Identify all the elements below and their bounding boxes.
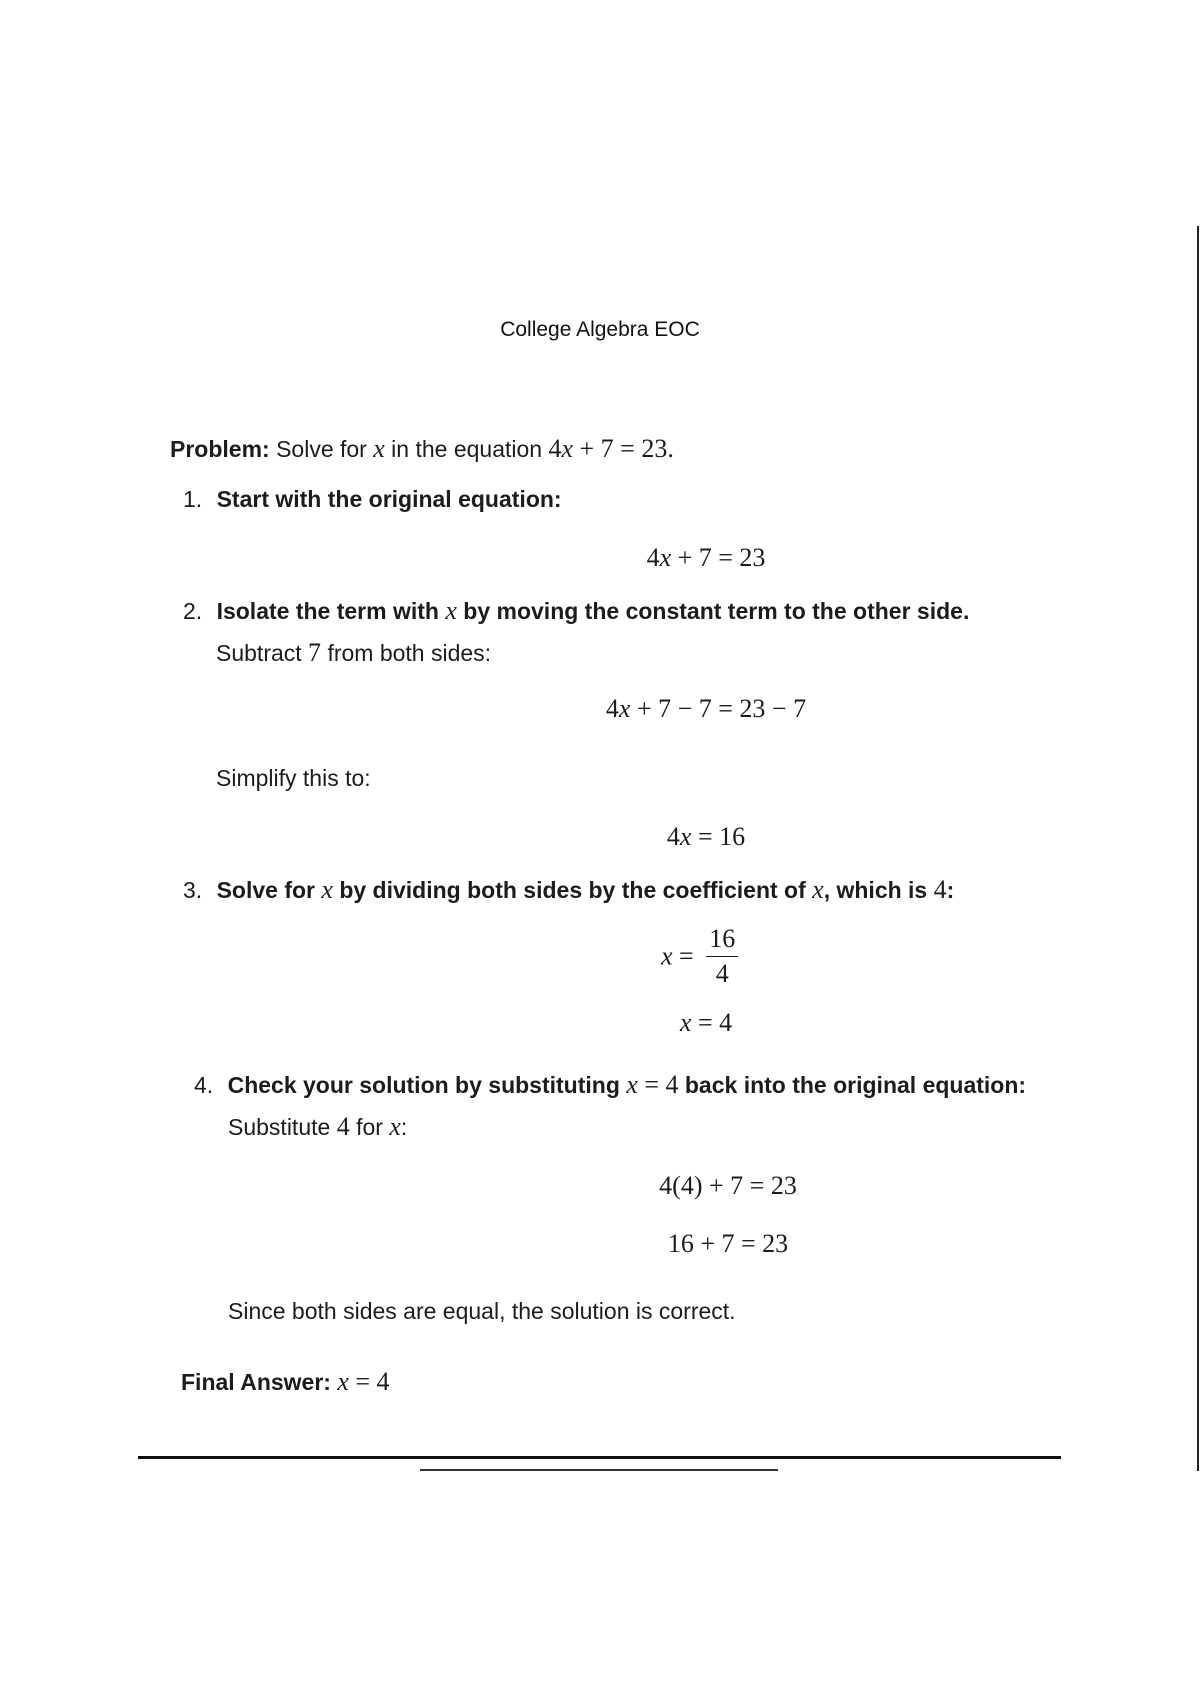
- step-2-equation-1: [606, 694, 806, 724]
- right-border-line: [1197, 226, 1199, 1471]
- step-2-eq1-rest: + 7 − 7 = 23 − 7: [630, 694, 807, 723]
- step-2-equation-2: [667, 822, 745, 852]
- step-3-heading-a: Solve for: [216, 877, 315, 903]
- step-4-heading-eq: [626, 1070, 678, 1099]
- step-2-simplify-label: Simplify this to:: [216, 765, 371, 791]
- step-3-number: 3.: [183, 877, 203, 903]
- step-2-eq1-var: x: [618, 694, 631, 723]
- step-3-result-var: x: [679, 1008, 692, 1037]
- step-4-substitute-note: [228, 1112, 407, 1142]
- step-2-eq2-coef: 4: [666, 822, 680, 851]
- step-3-heading-c: , which is: [823, 877, 928, 903]
- step-3-heading: [183, 875, 954, 905]
- step-3-fraction: [706, 924, 738, 989]
- step-4-equation-1: 4(4) + 7 = 23: [659, 1171, 797, 1200]
- step-3-result: [680, 1008, 732, 1038]
- step-4-sub-a: Substitute: [228, 1114, 331, 1140]
- final-answer: [181, 1367, 390, 1397]
- step-3-result-rest: = 4: [691, 1008, 733, 1037]
- step-4-heading-var: x: [626, 1070, 638, 1099]
- step-3-fraction-equation: [661, 924, 738, 989]
- step-2-heading-var: x: [445, 596, 457, 625]
- step-1-heading-text: Start with the original equation:: [216, 486, 562, 512]
- step-3-heading-var1: x: [321, 875, 333, 904]
- step-2-heading-before: Isolate the term with: [216, 598, 439, 624]
- page-header-title: College Algebra EOC: [500, 318, 700, 341]
- step-2-sub-after: from both sides:: [327, 640, 492, 666]
- step-3-heading-var2: x: [812, 875, 824, 904]
- step-4-conclusion: Since both sides are equal, the solution is correct.: [228, 1298, 736, 1324]
- step-3-heading-num: 4: [933, 875, 947, 904]
- step-3-heading-d: :: [946, 877, 955, 903]
- step-4-sub-b: for: [356, 1114, 383, 1140]
- step-4-sub-c: :: [400, 1114, 408, 1140]
- step-1-eq-coef: 4: [646, 543, 660, 572]
- problem-label: Problem:: [170, 436, 270, 462]
- step-1-eq-var: x: [659, 543, 672, 572]
- step-1-heading: [183, 486, 562, 513]
- problem-eq-var: x: [561, 434, 574, 463]
- step-2-heading: [183, 596, 969, 626]
- problem-eq-coef: 4: [548, 434, 562, 463]
- problem-variable: x: [373, 434, 385, 463]
- step-3-frac-var: x: [661, 941, 673, 971]
- problem-equation: [548, 434, 673, 463]
- step-1-number: 1.: [183, 486, 203, 512]
- step-2-heading-after: by moving the constant term to the other side.: [463, 598, 970, 624]
- step-1-eq-rest: + 7 = 23: [671, 543, 766, 572]
- step-4-heading-b: back into the original equation:: [684, 1072, 1027, 1098]
- final-answer-equation: [337, 1367, 389, 1396]
- problem-eq-rest: + 7 = 23.: [573, 434, 674, 463]
- step-2-sub-before: Subtract: [216, 640, 302, 666]
- step-2-subtract-note: [216, 638, 491, 668]
- step-3-heading-b: by dividing both sides by the coefficient of: [339, 877, 806, 903]
- step-4-sub-var: x: [389, 1112, 401, 1141]
- step-4-heading: [194, 1070, 1026, 1100]
- final-answer-label: Final Answer:: [181, 1369, 331, 1395]
- step-4-heading-eq-rest: = 4: [637, 1070, 679, 1099]
- final-answer-rest: = 4: [348, 1367, 390, 1396]
- step-2-eq2-var: x: [679, 822, 692, 851]
- problem-text-after: in the equation: [391, 436, 543, 462]
- problem-statement: [170, 434, 674, 464]
- step-2-sub-num: 7: [308, 638, 322, 667]
- step-2-number: 2.: [183, 598, 203, 624]
- step-4-equation-2: 16 + 7 = 23: [667, 1229, 789, 1258]
- step-3-fraction-denominator: 4: [715, 959, 729, 988]
- step-4-heading-a: Check your solution by substituting: [227, 1072, 620, 1098]
- footer-divider-line: [138, 1456, 1061, 1459]
- problem-text-before: Solve for: [276, 436, 367, 462]
- final-answer-var: x: [337, 1367, 349, 1396]
- step-4-number: 4.: [194, 1072, 214, 1098]
- step-2-eq2-rest: = 16: [691, 822, 746, 851]
- step-3-fraction-numerator: 16: [706, 924, 738, 957]
- step-1-equation: [647, 543, 766, 573]
- footer-short-line: [420, 1469, 778, 1471]
- step-2-eq1-coef: 4: [605, 694, 619, 723]
- step-3-frac-equals: =: [672, 941, 694, 971]
- step-4-sub-num: 4: [336, 1112, 350, 1141]
